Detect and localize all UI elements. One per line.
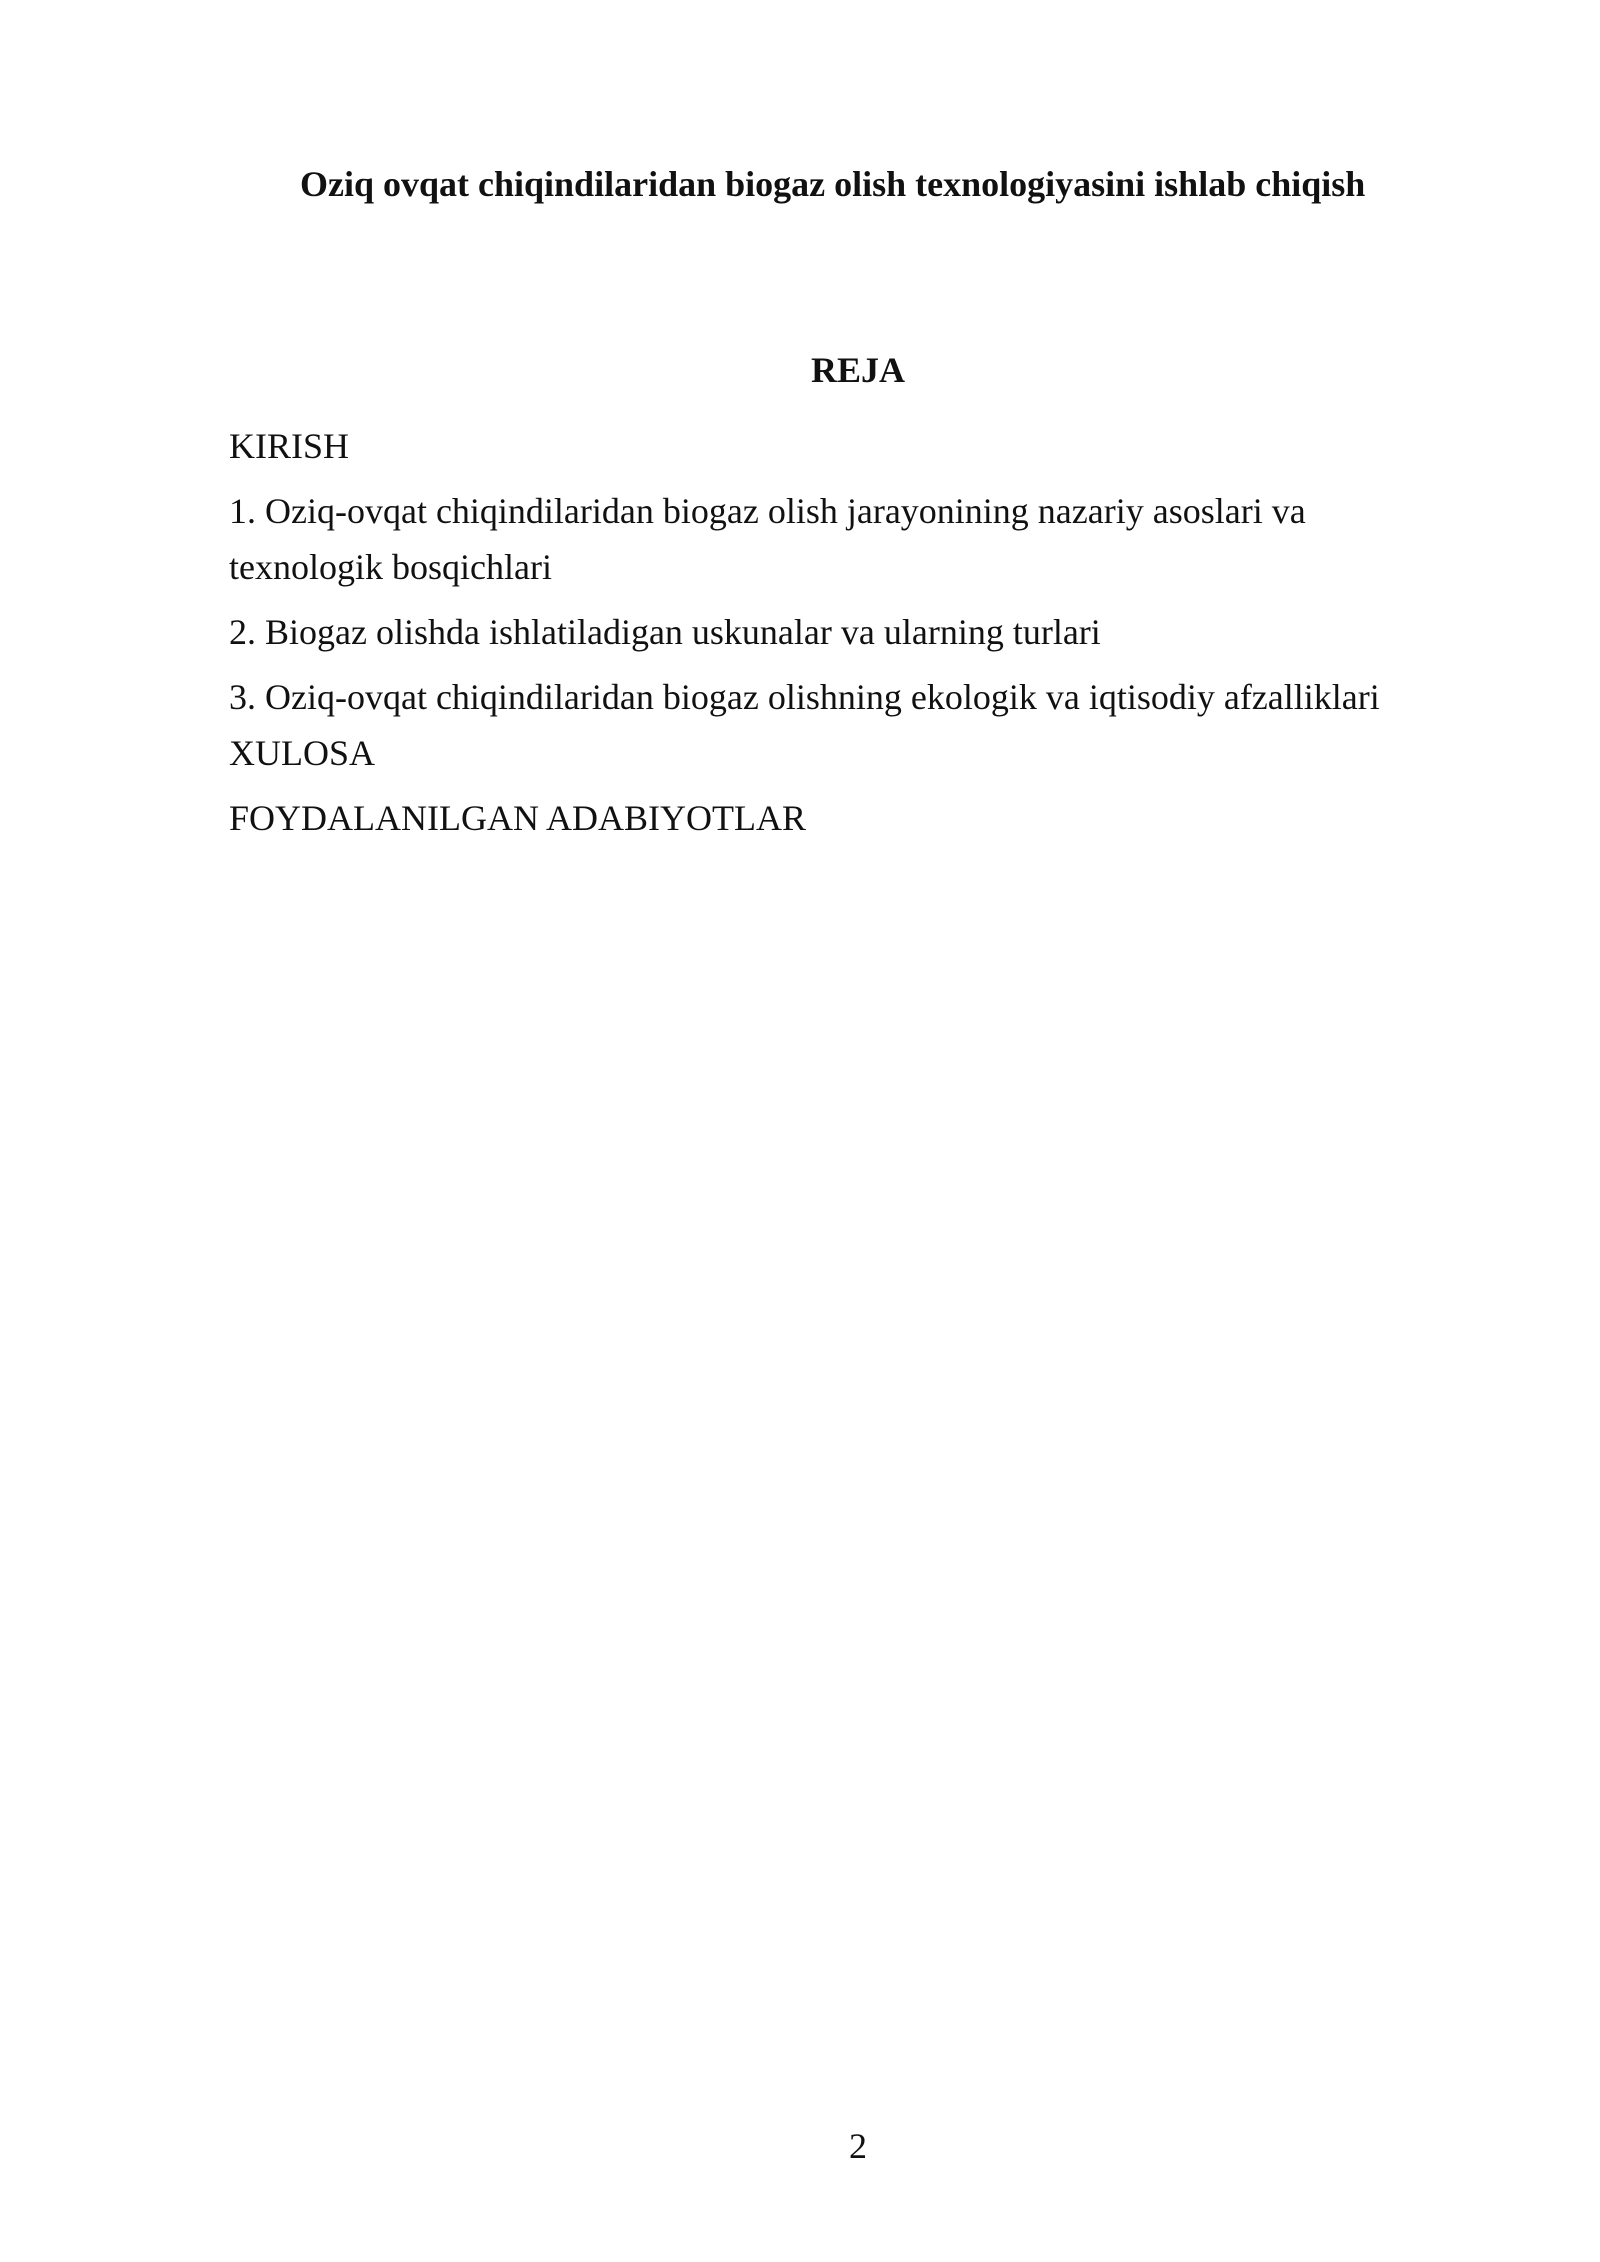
page-number: 2 — [849, 2126, 867, 2166]
toc-item-conclusion: XULOSA — [229, 733, 376, 773]
toc-item-section-3: 3. Oziq-ovqat chiqindilaridan biogaz olishning ekologik va iqtisodiy afzalliklari — [229, 677, 1380, 717]
document-title: Oziq ovqat chiqindilaridan biogaz olish texnologiyasini ishlab chiqish — [300, 164, 1366, 204]
table-of-contents — [229, 418, 1429, 846]
toc-item-references: FOYDALANILGAN ADABIYOTLAR — [229, 798, 806, 838]
plan-heading: REJA — [810, 350, 905, 390]
toc-item-section-1: 1. Oziq-ovqat chiqindilaridan biogaz olish jarayonining nazariy asoslari va texnologik bosqichlari — [229, 491, 1306, 587]
toc-item-section-2: 2. Biogaz olishda ishlatiladigan uskunalar va ularning turlari — [229, 612, 1101, 652]
toc-item-introduction: KIRISH — [229, 426, 350, 466]
